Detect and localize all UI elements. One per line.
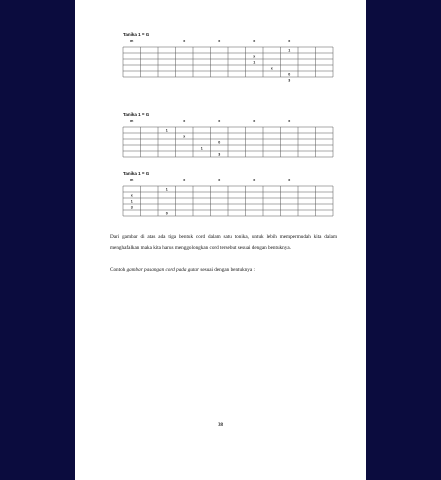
page-number: 38 (218, 423, 223, 428)
tab-note: x (270, 66, 273, 71)
tab-header-mark: x (288, 119, 291, 123)
tab-note: 1 (165, 187, 168, 192)
body-paragraph-example (110, 265, 337, 276)
tab-header-mark: x (253, 119, 256, 123)
tab-header-mark: m (130, 39, 134, 43)
tab-note: 1 (288, 48, 291, 53)
tab-note: 0 (288, 72, 291, 77)
tab-header-mark: x (218, 119, 221, 123)
tablature-grid (123, 176, 355, 231)
example-suffix: sesuai dengan bentuknya : (199, 267, 255, 273)
tab-note: x (130, 193, 133, 198)
tablature-title: Tanika 1 = G (123, 171, 150, 176)
tablature-grid (123, 37, 355, 97)
tab-header-mark: m (130, 119, 134, 123)
tab-header-mark: x (288, 39, 291, 43)
tab-note: 3 (288, 78, 291, 83)
tablature-grid (123, 117, 355, 172)
body-paragraph: Dari gambar di atas ada tiga bentuk cord dalam satu tonika, untuk lebih mempermudah kita dalam menghafalkan maka kita harus menggolongkan cord tersebut sesuai dengan bentuknya. (110, 234, 337, 251)
tab-note: 1 (165, 128, 168, 133)
tab-note: 1 (200, 146, 203, 151)
example-italic-text: gambar pasangan cord pada gutar (126, 267, 200, 273)
tab-note: x (183, 134, 186, 139)
tab-note: x (253, 54, 256, 59)
tab-header-mark: x (218, 39, 221, 43)
tablature-title: Tanika 1 = G (123, 32, 150, 37)
example-prefix: Contoh (110, 267, 127, 273)
tab-header-mark: x (183, 119, 186, 123)
tab-note: 3 (130, 205, 133, 210)
tab-note: 1 (253, 60, 256, 65)
tab-note: 0 (218, 140, 221, 145)
tab-note: 0 (165, 211, 168, 216)
tab-header-mark: x (183, 178, 186, 182)
tab-header-mark: x (183, 39, 186, 43)
tab-note: 3 (218, 152, 221, 157)
tab-header-mark: x (253, 178, 256, 182)
tab-header-mark: m (130, 178, 134, 182)
document-page (75, 0, 366, 480)
tablature-title: Tanika 1 = G (123, 112, 150, 117)
tab-header-mark: x (253, 39, 256, 43)
tab-header-mark: x (288, 178, 291, 182)
tab-header-mark: x (218, 178, 221, 182)
tab-note: 1 (130, 199, 133, 204)
